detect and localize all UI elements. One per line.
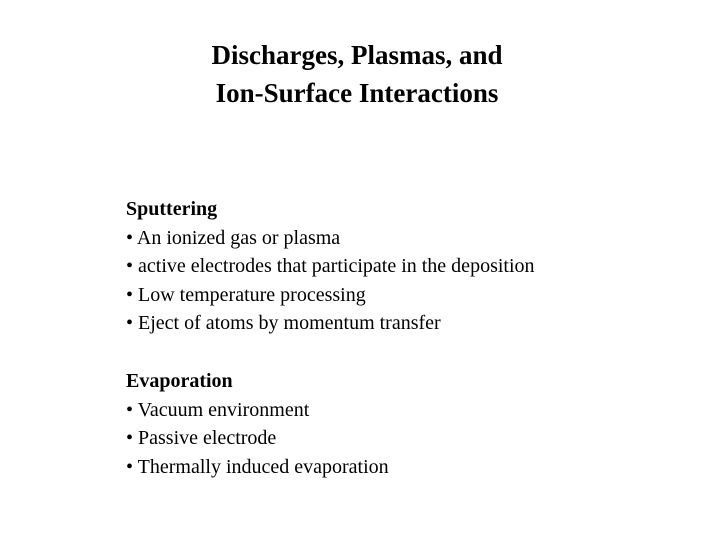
- section-heading: Sputtering: [126, 198, 218, 220]
- bullet-item: • Eject of atoms by momentum transfer: [126, 312, 441, 335]
- slide-title: [0, 36, 714, 112]
- title-line: Discharges, Plasmas, and: [211, 40, 503, 70]
- bullet-item: • Passive electrode: [126, 427, 277, 450]
- bullet-item: • active electrodes that participate in the deposition: [126, 255, 535, 278]
- evaporation-section: [126, 367, 686, 481]
- bullet-item: • Vacuum environment: [126, 398, 310, 421]
- bullet-item: • Thermally induced evaporation: [126, 455, 389, 478]
- sputtering-section: [126, 195, 686, 338]
- bullet-item: • Low temperature processing: [126, 283, 366, 306]
- bullet-item: • An ionized gas or plasma: [126, 226, 341, 249]
- section-heading: Evaporation: [126, 370, 233, 392]
- title-line: Ion-Surface Interactions: [215, 78, 499, 108]
